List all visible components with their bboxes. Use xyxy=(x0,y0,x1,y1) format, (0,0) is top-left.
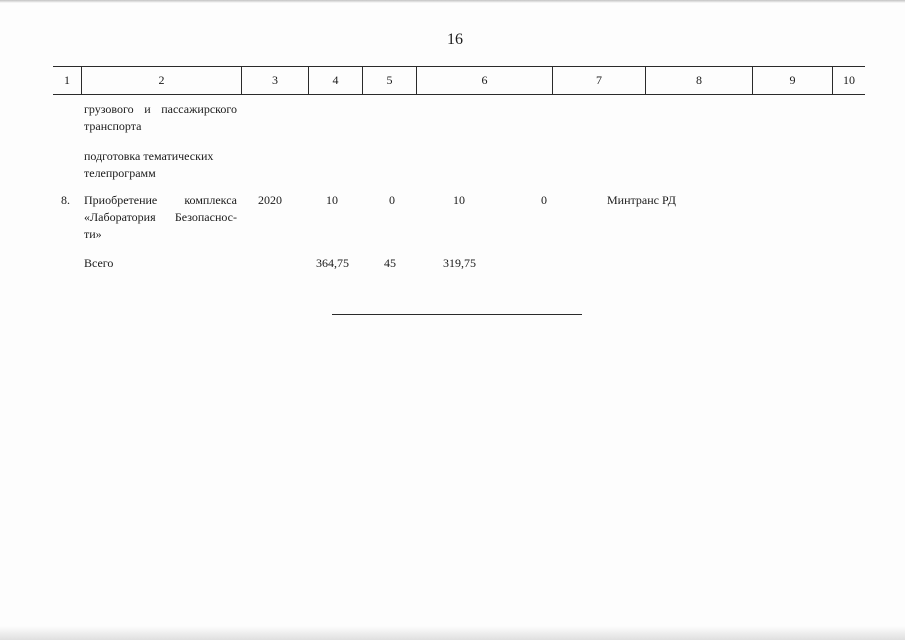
row8-executor: Минтранс РД xyxy=(607,193,676,207)
header-col-2: 2 xyxy=(81,67,241,94)
closing-rule xyxy=(332,314,582,315)
header-col-3: 3 xyxy=(241,67,308,94)
total-col4-value: 364,75 xyxy=(316,256,349,270)
row8-col7-value: 0 xyxy=(541,193,547,207)
continuation-line-2: транспорта xyxy=(84,119,142,133)
row8-number: 8. xyxy=(61,193,70,207)
header-col-9: 9 xyxy=(752,67,832,94)
subitem-line-2: телепрограмм xyxy=(84,166,156,180)
header-col-10: 10 xyxy=(832,67,865,94)
scan-bottom-edge xyxy=(0,626,905,640)
header-col-7: 7 xyxy=(552,67,645,94)
page-number: 16 xyxy=(447,31,463,48)
row8-col5-value: 0 xyxy=(389,193,395,207)
row8-name-line-3: ти» xyxy=(84,227,102,241)
header-col-6: 6 xyxy=(416,67,552,94)
continuation-line-1: грузового и пассажирского xyxy=(84,102,237,116)
row8-col4-value: 10 xyxy=(326,193,338,207)
row8-name-line-2: «Лаборатория Безопаснос- xyxy=(84,210,237,224)
row8-name-line-1: Приобретение комплекса xyxy=(84,193,237,207)
row8-col6-value: 10 xyxy=(453,193,465,207)
table-header-row xyxy=(53,66,865,95)
header-col-4: 4 xyxy=(308,67,362,94)
header-col-1: 1 xyxy=(64,73,70,87)
total-label: Всего xyxy=(84,256,114,270)
header-col-5: 5 xyxy=(362,67,416,94)
header-col-8: 8 xyxy=(645,67,752,94)
scan-top-edge xyxy=(0,0,905,3)
row8-year: 2020 xyxy=(258,193,282,207)
total-col5-value: 45 xyxy=(384,256,396,270)
subitem-line-1: подготовка тематических xyxy=(84,149,214,163)
total-col6-value: 319,75 xyxy=(443,256,476,270)
